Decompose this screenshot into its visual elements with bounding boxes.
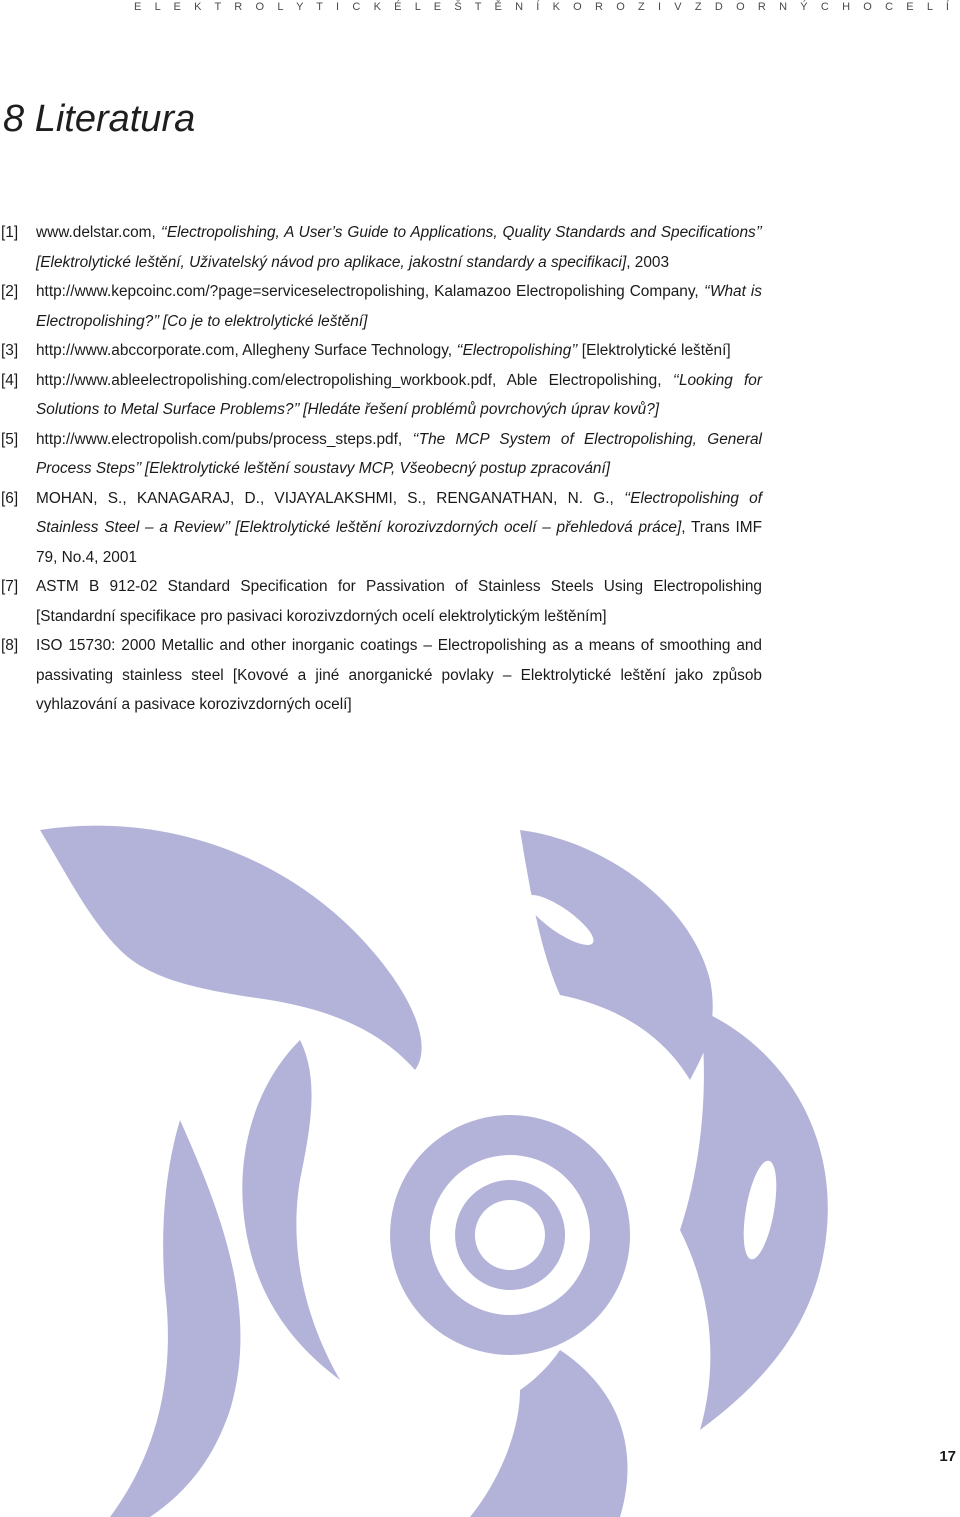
- reference-number: [1]: [1, 224, 19, 241]
- reference-source: ASTM B 912-02 Standard Specification for Passivation of Stainless Steels Using Electropolishing [Standardní specifikace pro pasivaci korozivzdorných ocelí elektrolytickým leštěním]: [36, 578, 762, 625]
- reference-source: http://www.abccorporate.com, Allegheny Surface Technology,: [36, 342, 457, 359]
- reference-item: [0, 218, 762, 277]
- reference-title: ‘‘Electropolishing of Stainless Steel – a Review’’ [Elektrolytické leštění korozivzdorných ocelí – přehledová práce]: [36, 489, 762, 536]
- reference-text: [36, 572, 762, 631]
- page-number: 17: [939, 1448, 956, 1465]
- reference-title: ‘‘Electropolishing, A User’s Guide to Applications, Quality Standards and Specifications’’ [Elektrolytické leštění, Uživatelský návod pro aplikace, jakostní standardy a specifikaci]: [36, 224, 762, 271]
- reference-number: [2]: [1, 283, 19, 300]
- reference-text: [36, 366, 762, 425]
- reference-source: www.delstar.com,: [36, 224, 161, 241]
- reference-text: [36, 425, 762, 484]
- running-header: E L E K T R O L Y T I C K É L E Š T Ě N Í K O R O Z I V Z D O R N Ý C H O C E L Í: [133, 1, 954, 13]
- reference-title: ‘‘The MCP System of Electropolishing, General Process Steps’’ [Elektrolytické leštění soustavy MCP, Všeobecný postup zpracování]: [36, 430, 762, 477]
- reference-tail: , 2003: [626, 253, 670, 271]
- reference-number: [5]: [1, 430, 19, 448]
- reference-tail: [Elektrolytické leštění]: [577, 342, 731, 359]
- impeller-illustration-icon: [0, 790, 960, 1517]
- reference-text: [36, 336, 762, 366]
- section-title: 8 Literatura: [3, 98, 196, 140]
- reference-number: [4]: [1, 371, 19, 389]
- reference-title: ‘‘Looking for Solutions to Metal Surface Problems?’’ [Hledáte řešení problémů povrchových úprav kovů?]: [36, 371, 762, 418]
- reference-number: [6]: [1, 489, 19, 507]
- reference-source: http://www.kepcoinc.com/?page=serviceselectropolishing, Kalamazoo Electropolishing Company,: [36, 283, 704, 300]
- reference-item: [0, 336, 762, 366]
- reference-source: http://www.electropolish.com/pubs/process_steps.pdf,: [36, 430, 413, 448]
- reference-source: MOHAN, S., KANAGARAJ, D., VIJAYALAKSHMI, S., RENGANATHAN, N. G.,: [36, 489, 625, 507]
- reference-item: [0, 572, 762, 631]
- reference-source: http://www.ableelectropolishing.com/electropolishing_workbook.pdf, Able Electropolishing,: [36, 371, 673, 389]
- reference-number: [3]: [1, 342, 19, 359]
- reference-text: [36, 631, 762, 720]
- reference-title: ‘‘What is Electropolishing?’’ [Co je to elektrolytické leštění]: [36, 283, 762, 330]
- reference-list: [0, 218, 762, 720]
- reference-item: [0, 631, 762, 720]
- reference-source: ISO 15730: 2000 Metallic and other inorganic coatings – Electropolishing as a means of smoothing and passivating stainless steel [Kovové a jiné anorganické povlaky – Elektrolytické leštění jako způsob vyhlazování a pasivace korozivzdorných ocelí]: [36, 637, 762, 713]
- reference-tail: , Trans IMF 79, No.4, 2001: [36, 519, 762, 566]
- reference-text: [36, 484, 762, 573]
- reference-text: [36, 218, 762, 277]
- reference-number: [8]: [1, 637, 19, 654]
- reference-item: [0, 277, 762, 336]
- reference-item: [0, 484, 762, 573]
- reference-text: [36, 277, 762, 336]
- reference-title: ‘‘Electropolishing’’: [456, 342, 578, 359]
- reference-number: [7]: [1, 578, 19, 595]
- reference-item: [0, 425, 762, 484]
- reference-item: [0, 366, 762, 425]
